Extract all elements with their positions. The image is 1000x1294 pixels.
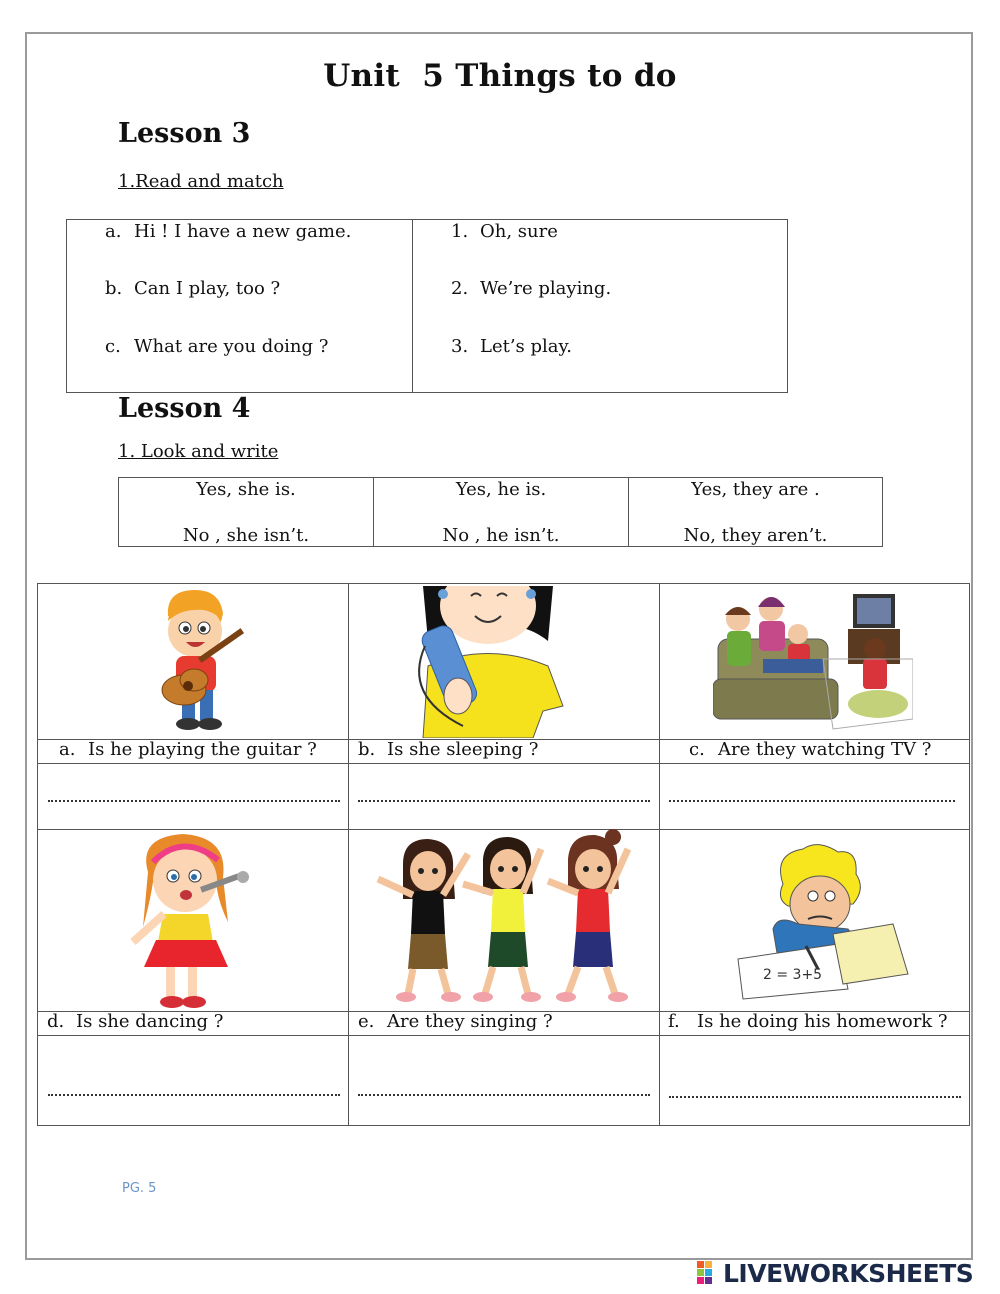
family-watching-tv-picture bbox=[713, 589, 913, 734]
girl-singing-picture bbox=[128, 832, 258, 1010]
lesson-4-heading: Lesson 4 bbox=[118, 393, 251, 424]
grid-line bbox=[348, 584, 349, 1125]
match-text: What are you doing ? bbox=[134, 336, 329, 357]
answer-line-c[interactable] bbox=[669, 800, 955, 802]
match-text: Let’s play. bbox=[480, 336, 573, 357]
question-text: Is she dancing ? bbox=[76, 1011, 224, 1032]
match-right-item[interactable] bbox=[451, 336, 572, 357]
answer-line-f[interactable] bbox=[669, 1096, 961, 1098]
match-right-item[interactable] bbox=[451, 278, 611, 299]
question-text: Is he playing the guitar ? bbox=[88, 739, 317, 760]
boy-doing-homework-picture bbox=[718, 834, 913, 1004]
match-left-item[interactable] bbox=[105, 278, 280, 299]
girl-drinking-picture bbox=[383, 586, 583, 738]
lesson-3-heading: Lesson 3 bbox=[118, 118, 251, 149]
match-text: We’re playing. bbox=[480, 278, 612, 299]
question-d bbox=[47, 1011, 223, 1032]
girls-dancing-picture bbox=[373, 829, 633, 1009]
question-c bbox=[689, 739, 931, 760]
answer-yes: Yes, they are . bbox=[691, 479, 820, 500]
question-grid bbox=[37, 583, 970, 1126]
match-divider bbox=[412, 220, 413, 392]
question-marker: f. bbox=[668, 1011, 680, 1032]
liveworksheets-brand[interactable] bbox=[697, 1258, 997, 1290]
match-text: Oh, sure bbox=[480, 221, 558, 242]
match-marker: c. bbox=[105, 336, 121, 357]
answer-line-b[interactable] bbox=[358, 800, 650, 802]
answer-column bbox=[374, 478, 629, 546]
match-left-item[interactable] bbox=[105, 336, 328, 357]
answer-yes: Yes, she is. bbox=[196, 479, 296, 500]
match-left-item[interactable] bbox=[105, 221, 351, 242]
question-e bbox=[358, 1011, 553, 1032]
page-number: PG. 5 bbox=[122, 1181, 157, 1196]
question-marker: a. bbox=[59, 739, 76, 760]
answer-yes: Yes, he is. bbox=[455, 479, 547, 500]
grid-line bbox=[38, 763, 969, 764]
question-a bbox=[59, 739, 317, 760]
match-marker: a. bbox=[105, 221, 122, 242]
question-marker: b. bbox=[358, 739, 376, 760]
boy-playing-guitar-picture bbox=[148, 586, 258, 736]
answer-line-d[interactable] bbox=[48, 1094, 340, 1096]
answer-no: No, they aren’t. bbox=[683, 525, 828, 546]
lesson-4-task: 1. Look and write bbox=[118, 441, 279, 462]
answer-no: No , he isn’t. bbox=[442, 525, 560, 546]
question-f bbox=[668, 1011, 948, 1032]
answer-line-a[interactable] bbox=[48, 800, 340, 802]
question-b bbox=[358, 739, 538, 760]
question-marker: e. bbox=[358, 1011, 375, 1032]
match-marker: 3. bbox=[451, 336, 469, 357]
match-marker: b. bbox=[105, 278, 123, 299]
lesson-3-task: 1.Read and match bbox=[118, 171, 284, 192]
question-text: Are they singing ? bbox=[387, 1011, 553, 1032]
match-marker: 2. bbox=[451, 278, 469, 299]
answer-line-e[interactable] bbox=[358, 1094, 650, 1096]
question-marker: c. bbox=[689, 739, 705, 760]
svg-text:2 = 3+5: 2 = 3+5 bbox=[763, 967, 823, 983]
answer-no: No , she isn’t. bbox=[182, 525, 310, 546]
answer-choices-table bbox=[118, 477, 883, 547]
grid-line bbox=[38, 1035, 969, 1036]
brand-text: LIVEWORKSHEETS bbox=[723, 1259, 974, 1288]
page-title: Unit 5 Things to do bbox=[323, 58, 677, 94]
answer-column bbox=[119, 478, 374, 546]
match-box bbox=[66, 219, 788, 393]
question-marker: d. bbox=[47, 1011, 65, 1032]
match-marker: 1. bbox=[451, 221, 469, 242]
match-right-item[interactable] bbox=[451, 221, 558, 242]
question-text: Is she sleeping ? bbox=[387, 739, 539, 760]
liveworksheets-logo-icon bbox=[697, 1261, 721, 1289]
grid-line bbox=[659, 584, 660, 1125]
question-text: Are they watching TV ? bbox=[718, 739, 932, 760]
question-text: Is he doing his homework ? bbox=[697, 1011, 948, 1032]
match-text: Can I play, too ? bbox=[134, 278, 281, 299]
answer-column bbox=[629, 478, 882, 546]
match-text: Hi ! I have a new game. bbox=[134, 221, 352, 242]
